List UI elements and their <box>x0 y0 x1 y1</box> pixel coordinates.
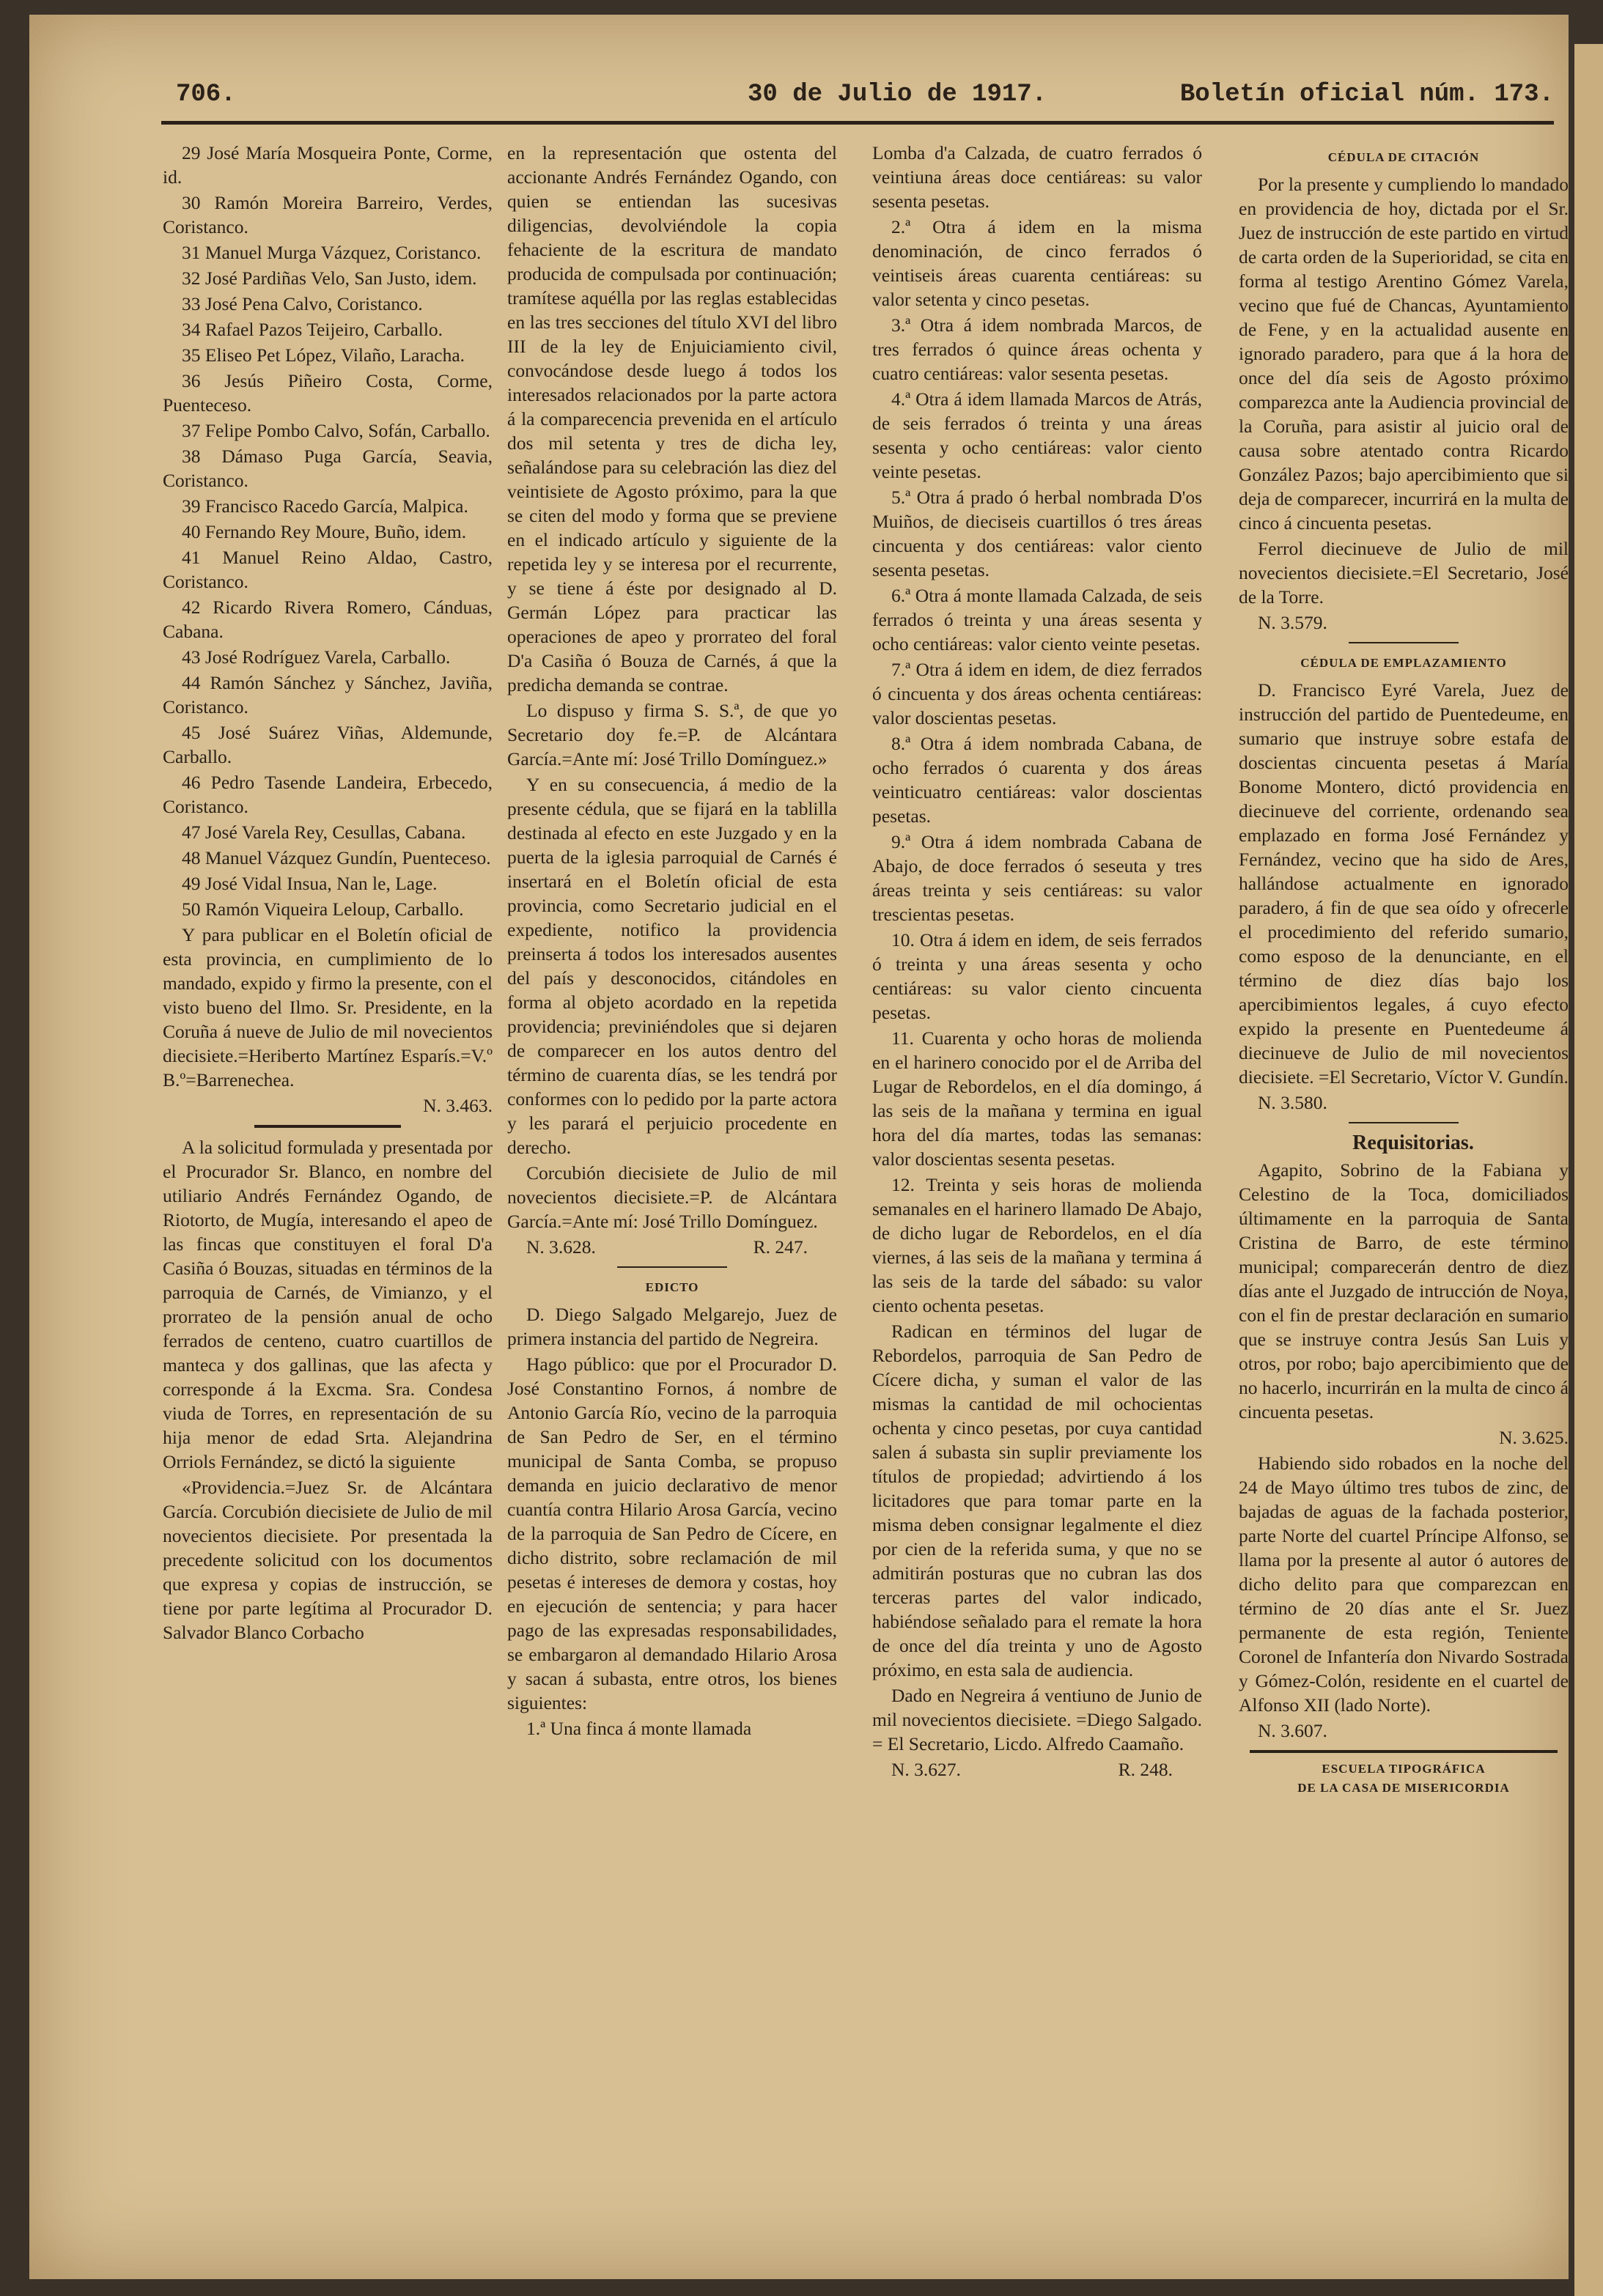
reference-number: R. 248. <box>1118 1759 1173 1780</box>
column-3 <box>872 141 1202 2149</box>
closing-paragraph: Y para publicar en el Boletín oficial de esta provincia, en cumplimiento de lo mandado, expido y firmo la presente, con el visto bueno del Ilmo. Sr. Presidente, en la Coruña á nueve de Julio de mil novecientos diecisiete.=Heriberto Martínez Esparís.=V.º B.º=Barrenechea. <box>163 924 493 1090</box>
list-item: 39 Francisco Racedo García, Malpica. <box>182 495 468 517</box>
list-item: 42 Ricardo Rivera Romero, Cánduas, Cabana. <box>163 597 493 642</box>
section-divider <box>617 1266 727 1268</box>
section-divider <box>254 1125 401 1128</box>
cedula-paragraph: Y en su consecuencia, á medio de la presente cédula, que se fijará en la tablilla destinada al efecto en este Juzgado y en la puerta de la iglesia parroquial de Carnés é insertará en el Boletín oficial de esta provincia, como Secretario judicial en el expediente, notifico la providencia preinserta á todos los interesados ausentes del país y desconocidos, citándoles en forma al objeto acordado en la repetida providencia; previniéndoles que si dejaren de comparecer en los autos dentro del término de cuarenta días, se les tendrá por conformes con lo pedido por la parte actora y les parará el perjuicio procedente en derecho. <box>507 774 837 1158</box>
list-item: 5.ª Otra á prado ó herbal nombrada D'os Muiños, de dieciseis cuartillos ó tres áreas cincuenta y dos centiáreas: valor ciento sesenta pesetas. <box>872 487 1202 580</box>
list-item: 50 Ramón Viqueira Leloup, Carballo. <box>182 898 464 920</box>
list-item: 43 José Rodríguez Varela, Carballo. <box>182 646 451 668</box>
section-divider <box>1250 1750 1558 1753</box>
place-date-paragraph: Corcubión diecisiete de Julio de mil novecientos diecisiete.=P. de Alcántara García.=Ante mí: José Trillo Domínguez. <box>507 1162 837 1232</box>
list-item: 1.ª Una finca á monte llamada <box>526 1718 752 1739</box>
notice-number: N. 3.627. <box>891 1759 961 1780</box>
list-item: 44 Ramón Sánchez y Sánchez, Javiña, Coristanco. <box>163 672 493 717</box>
notice-number: N. 3.463. <box>423 1095 493 1116</box>
list-item: 2.ª Otra á idem en la misma denominación, de cinco ferrados ó veintiseis áreas cuarenta centiáreas: su valor setenta y cinco pesetas. <box>872 216 1202 310</box>
publication-title: Boletín oficial núm. 173. <box>1179 81 1554 108</box>
page-header <box>147 81 1554 125</box>
notice-number: N. 3.579. <box>1258 612 1327 633</box>
requisitorias-heading: Requisitorias. <box>1352 1132 1474 1154</box>
signature-paragraph: Lo dispuso y firma S. S.ª, de que yo Secretario doy fe.=P. de Alcántara García.=Ante mí: José Trillo Domínguez.» <box>507 700 837 769</box>
list-item: 35 Eliseo Pet López, Vilaño, Laracha. <box>182 344 465 366</box>
requisitoria-2: Habiendo sido robados en la noche del 24 de Mayo último tres tubos de zinc, de bajadas de aguas de la fachada posterior, parte Norte del cuartel Príncipe Alfonso, se llama por la presente al autor ó autores de dicho delito para que comparezcan en término de 20 días ante el Sr. Juez permanente de esta región, Teniente Coronel de Infantería don Nivardo Sostrada y Gómez-Colón, residente en el cuartel de Alfonso XII (lado Norte). <box>1239 1452 1569 1716</box>
header-rule <box>161 121 1554 125</box>
list-item: 47 José Varela Rey, Cesullas, Cabana. <box>182 822 466 843</box>
adjacent-page-edge <box>1574 44 1603 2296</box>
list-item: 36 Jesús Piñeiro Costa, Corme, Puenteceso. <box>163 370 493 416</box>
citacion-heading: CÉDULA DE CITACIÓN <box>1327 150 1480 164</box>
list-item: Lomba d'a Calzada, de cuatro ferrados ó veintiuna áreas doce centiáreas: su valor sesenta pesetas. <box>872 142 1202 212</box>
radican-paragraph: Radican en términos del lugar de Rebordelos, parroquia de San Pedro de Cícere dicha, y suman el valor de las mismas la cantidad de mil ochocientas ochenta y cinco pesetas, por cuya cantidad salen á subasta sin suplir previamente los títulos de propiedad; advirtiendo á los licitadores que para tomar parte en la misma deben consignar legalmente el diez por cien de la referida suma, y que no se admitirán posturas que no cubran las dos terceras partes del valor indicado, habiéndose señalado para el remate la hora de once del día treinta y uno de Agosto próximo, en esta sala de audiencia. <box>872 1321 1202 1680</box>
list-item: 8.ª Otra á idem nombrada Cabana, de ocho ferrados ó cuarenta y dos áreas veinticuatro centiáreas: valor doscientas pesetas. <box>872 733 1202 827</box>
providencia-paragraph: «Providencia.=Juez Sr. de Alcántara García. Corcubión diecisiete de Julio de mil novecientos diecisiete. Por presentada la precedente solicitud con los documentos que expresa y copias de instrucción, se tiene por parte legítima al Procurador D. Salvador Blanco Corbacho <box>163 1477 493 1643</box>
printer-line-1: ESCUELA TIPOGRÁFICA <box>1322 1762 1486 1776</box>
column-4 <box>1239 141 1569 2149</box>
list-item: 45 José Suárez Viñas, Aldemunde, Carballo. <box>163 722 493 767</box>
list-item: 12. Treinta y seis horas de molienda semanales en el harinero llamado De Abajo, de dicho lugar de Rebordelos, en el día viernes, á las seis de la mañana y termina á las seis de la tarde del sábado: su valor ciento ochenta pesetas. <box>872 1174 1202 1316</box>
edicto-judge: D. Diego Salgado Melgarejo, Juez de primera instancia del partido de Negreira. <box>507 1304 837 1349</box>
list-item: 48 Manuel Vázquez Gundín, Puenteceso. <box>182 847 491 868</box>
list-item: 41 Manuel Reino Aldao, Castro, Coristanco. <box>163 547 493 592</box>
list-item: 49 José Vidal Insua, Nan le, Lage. <box>182 873 438 894</box>
list-item: 3.ª Otra á idem nombrada Marcos, de tres ferrados ó quince áreas ochenta y cuatro centiáreas: valor sesenta pesetas. <box>872 314 1202 384</box>
edicto-heading: EDICTO <box>645 1280 699 1294</box>
notice-numbers <box>872 1757 1202 1782</box>
list-item: 31 Manuel Murga Vázquez, Coristanco. <box>182 242 482 263</box>
notice-number: N. 3.625. <box>1499 1427 1569 1448</box>
list-item: 6.ª Otra á monte llamada Calzada, de seis ferrados ó treinta y una áreas sesenta y ocho centiáreas: valor ciento veinte pesetas. <box>872 585 1202 654</box>
list-item: 10. Otra á idem en idem, de seis ferrados ó treinta y una áreas sesenta y ocho centiáreas: su valor ciento cincuenta pesetas. <box>872 929 1202 1023</box>
column-2 <box>507 141 837 2149</box>
dado-paragraph: Dado en Negreira á ventiuno de Junio de mil novecientos diecisiete. =Diego Salgado. = El Secretario, Licdo. Alfredo Caamaño. <box>872 1685 1202 1754</box>
reference-number: R. 247. <box>753 1236 808 1258</box>
section-divider <box>1349 1122 1459 1123</box>
list-item: 9.ª Otra á idem nombrada Cabana de Abajo, de doce ferrados ó seseuta y tres áreas treinta y seis centiáreas: su valor trescientas pesetas. <box>872 831 1202 925</box>
citacion-body: Por la presente y cumpliendo lo mandado en providencia de hoy, dictada por el Sr. Juez de instrucción de este partido en virtud de carta orden de la Superioridad, se cita en forma al testigo Arentino Gómez Varela, vecino que fué de Chancas, Ayuntamiento de Fene, y en la actualidad ausente en ignorado paradero, para que á la hora de once del día seis de Agosto próximo comparezca ante la Audiencia provincial de la Coruña, para asistir al juicio oral de causa sobre atentado contra Ricardo González Pazos; bajo apercibimiento que si deja de comparecer, incurrirá en la multa de cinco á cincuenta pesetas. <box>1239 174 1569 534</box>
edicto-body: Hago público: que por el Procurador D. José Constantino Fornos, á nombre de Antonio García Río, vecino de la parroquia de San Pedro de Ser, en el término municipal de Santa Comba, se propuso demanda en juicio declarativo de menor cuantía contra Hilario Arosa García, vecino de la parroquia de San Pedro de Cícere, en dicho distrito, sobre reclamación de mil pesetas é intereses de demora y costas, hoy en ejecución de sentencia; y para hacer pago de las expresadas responsabilidades, se embargaron al demandado Hilario Arosa y sacan á subasta, entre otros, los bienes siguientes: <box>507 1354 837 1713</box>
list-item: 38 Dámaso Puga García, Seavia, Coristanco. <box>163 446 493 491</box>
list-item: 37 Felipe Pombo Calvo, Sofán, Carballo. <box>182 420 490 441</box>
notice-number: N. 3.607. <box>1258 1720 1327 1741</box>
page-number: 706. <box>176 81 236 108</box>
emplazamiento-body: D. Francisco Eyré Varela, Juez de instrucción del partido de Puentedeume, en sumario que instruye sobre estafa de doscientas cincuenta pesetas á María Bonome Montero, dictó providencia en diecinueve del corriente, ordenando sea emplazado en forma José Fernández y Fernández, vecino que ha sido de Ares, hallándose actualmente en ignorado paradero, á fin de que sea oído y ofrecerle el procedimiento del referido sumario, como esposo de la denunciante, en el término de diez días bajo los apercibimientos legales, á cuyo efecto expido la presente en Puentedeume á diecinueve de Julio de mil novecientos diecisiete. =El Secretario, Víctor V. Gundín. <box>1239 679 1569 1088</box>
providencia-continued: en la representación que ostenta del accionante Andrés Fernández Ogando, con quien se entiendan las sucesivas diligencias, devolviéndole la copia fehaciente de la escritura de mandato producida de compulsada por continuación; tramítese aquélla por las reglas establecidas en las tres secciones del título XVI del libro III de la ley de Enjuiciamiento civil, convocándose desde luego á todos los interesados relacionados por la parte actora á la comparecencia prevenida en el artículo dos mil setenta y tres de dicha ley, señalándose para su celebración las diez del veintisiete de Agosto próximo, para la que se citen del modo y forma que se previene en el indicado artículo y siguiente de la repetida ley y se interesa por el recurrente, y se tiene á éste por designado al D. Germán López para practicar las operaciones de apeo y prorrateo del foral D'a Casiña ó Bouza de Carnés, á que la predicha demanda se contrae. <box>507 142 837 695</box>
requisitoria-1: Agapito, Sobrino de la Fabiana y Celestino de la Toca, domiciliados últimamente en la parroquia de Santa Cristina de Barro, de este término municipal; comparecerán dentro de diez días ante el Juzgado de intrucción de Noya, con el fin de prestar declaración en sumario que se instruye contra Jesús San Luis y otros, por robo; bajo apercibimiento que de no hacerlo, incurrirán en la multa de cinco á cincuenta pesetas. <box>1239 1159 1569 1422</box>
list-item: 7.ª Otra á idem en idem, de diez ferrados ó cincuenta y dos áreas ochenta centiáreas: valor doscientas pesetas. <box>872 659 1202 728</box>
list-item: 40 Fernando Rey Moure, Buño, idem. <box>182 521 467 542</box>
citacion-closing: Ferrol diecinueve de Julio de mil novecientos diecisiete.=El Secretario, José de la Torre. <box>1239 538 1569 608</box>
list-item: 33 José Pena Calvo, Coristanco. <box>182 293 423 314</box>
notice-number: N. 3.580. <box>1258 1092 1327 1113</box>
issue-date: 30 de Julio de 1917. <box>748 81 1047 108</box>
emplazamiento-heading: CÉDULA DE EMPLAZAMIENTO <box>1300 656 1507 670</box>
printer-line-2: DE LA CASA DE MISERICORDIA <box>1297 1781 1510 1795</box>
notice-number: N. 3.628. <box>526 1236 596 1258</box>
notice-numbers <box>507 1235 837 1259</box>
list-item: 32 José Pardiñas Velo, San Justo, idem. <box>182 267 477 289</box>
solicitud-paragraph: A la solicitud formulada y presentada por el Procurador Sr. Blanco, en nombre del utiliario Andrés Fernández Ogando, de Riotorto, de Mugía, interesando el apeo de las fincas que constituyen el foral D'a Casiña ó Bouzas, situadas en términos de la parroquia de Carnés, de Vimianzo, y el prorrateo de la pensión anual de ocho ferrados de centeno, cuatro cuartillos de manteca y dos gallinas, que las afecta y corresponde á la Excma. Sra. Condesa viuda de Torres, en representación de su hija menor de edad Srta. Alejandrina Orriols Fernández, se dictó la siguiente <box>163 1137 493 1472</box>
list-item: 29 José María Mosqueira Ponte, Corme, id. <box>163 142 493 188</box>
section-divider <box>1349 642 1459 643</box>
list-item: 4.ª Otra á idem llamada Marcos de Atrás, de seis ferrados ó treinta y una áreas sesenta y ocho centiáreas: valor ciento veinte pesetas. <box>872 388 1202 482</box>
list-item: 46 Pedro Tasende Landeira, Erbecedo, Coristanco. <box>163 772 493 817</box>
list-item: 30 Ramón Moreira Barreiro, Verdes, Coristanco. <box>163 192 493 237</box>
column-1 <box>163 141 493 2149</box>
list-item: 34 Rafael Pazos Teijeiro, Carballo. <box>182 319 443 340</box>
list-item: 11. Cuarenta y ocho horas de molienda en el harinero conocido por el de Arriba del Lugar de Rebordelos, en el día domingo, á las seis de la mañana y termina en igual hora del día martes, todas las semanas: valor doscientas sesenta pesetas. <box>872 1027 1202 1170</box>
